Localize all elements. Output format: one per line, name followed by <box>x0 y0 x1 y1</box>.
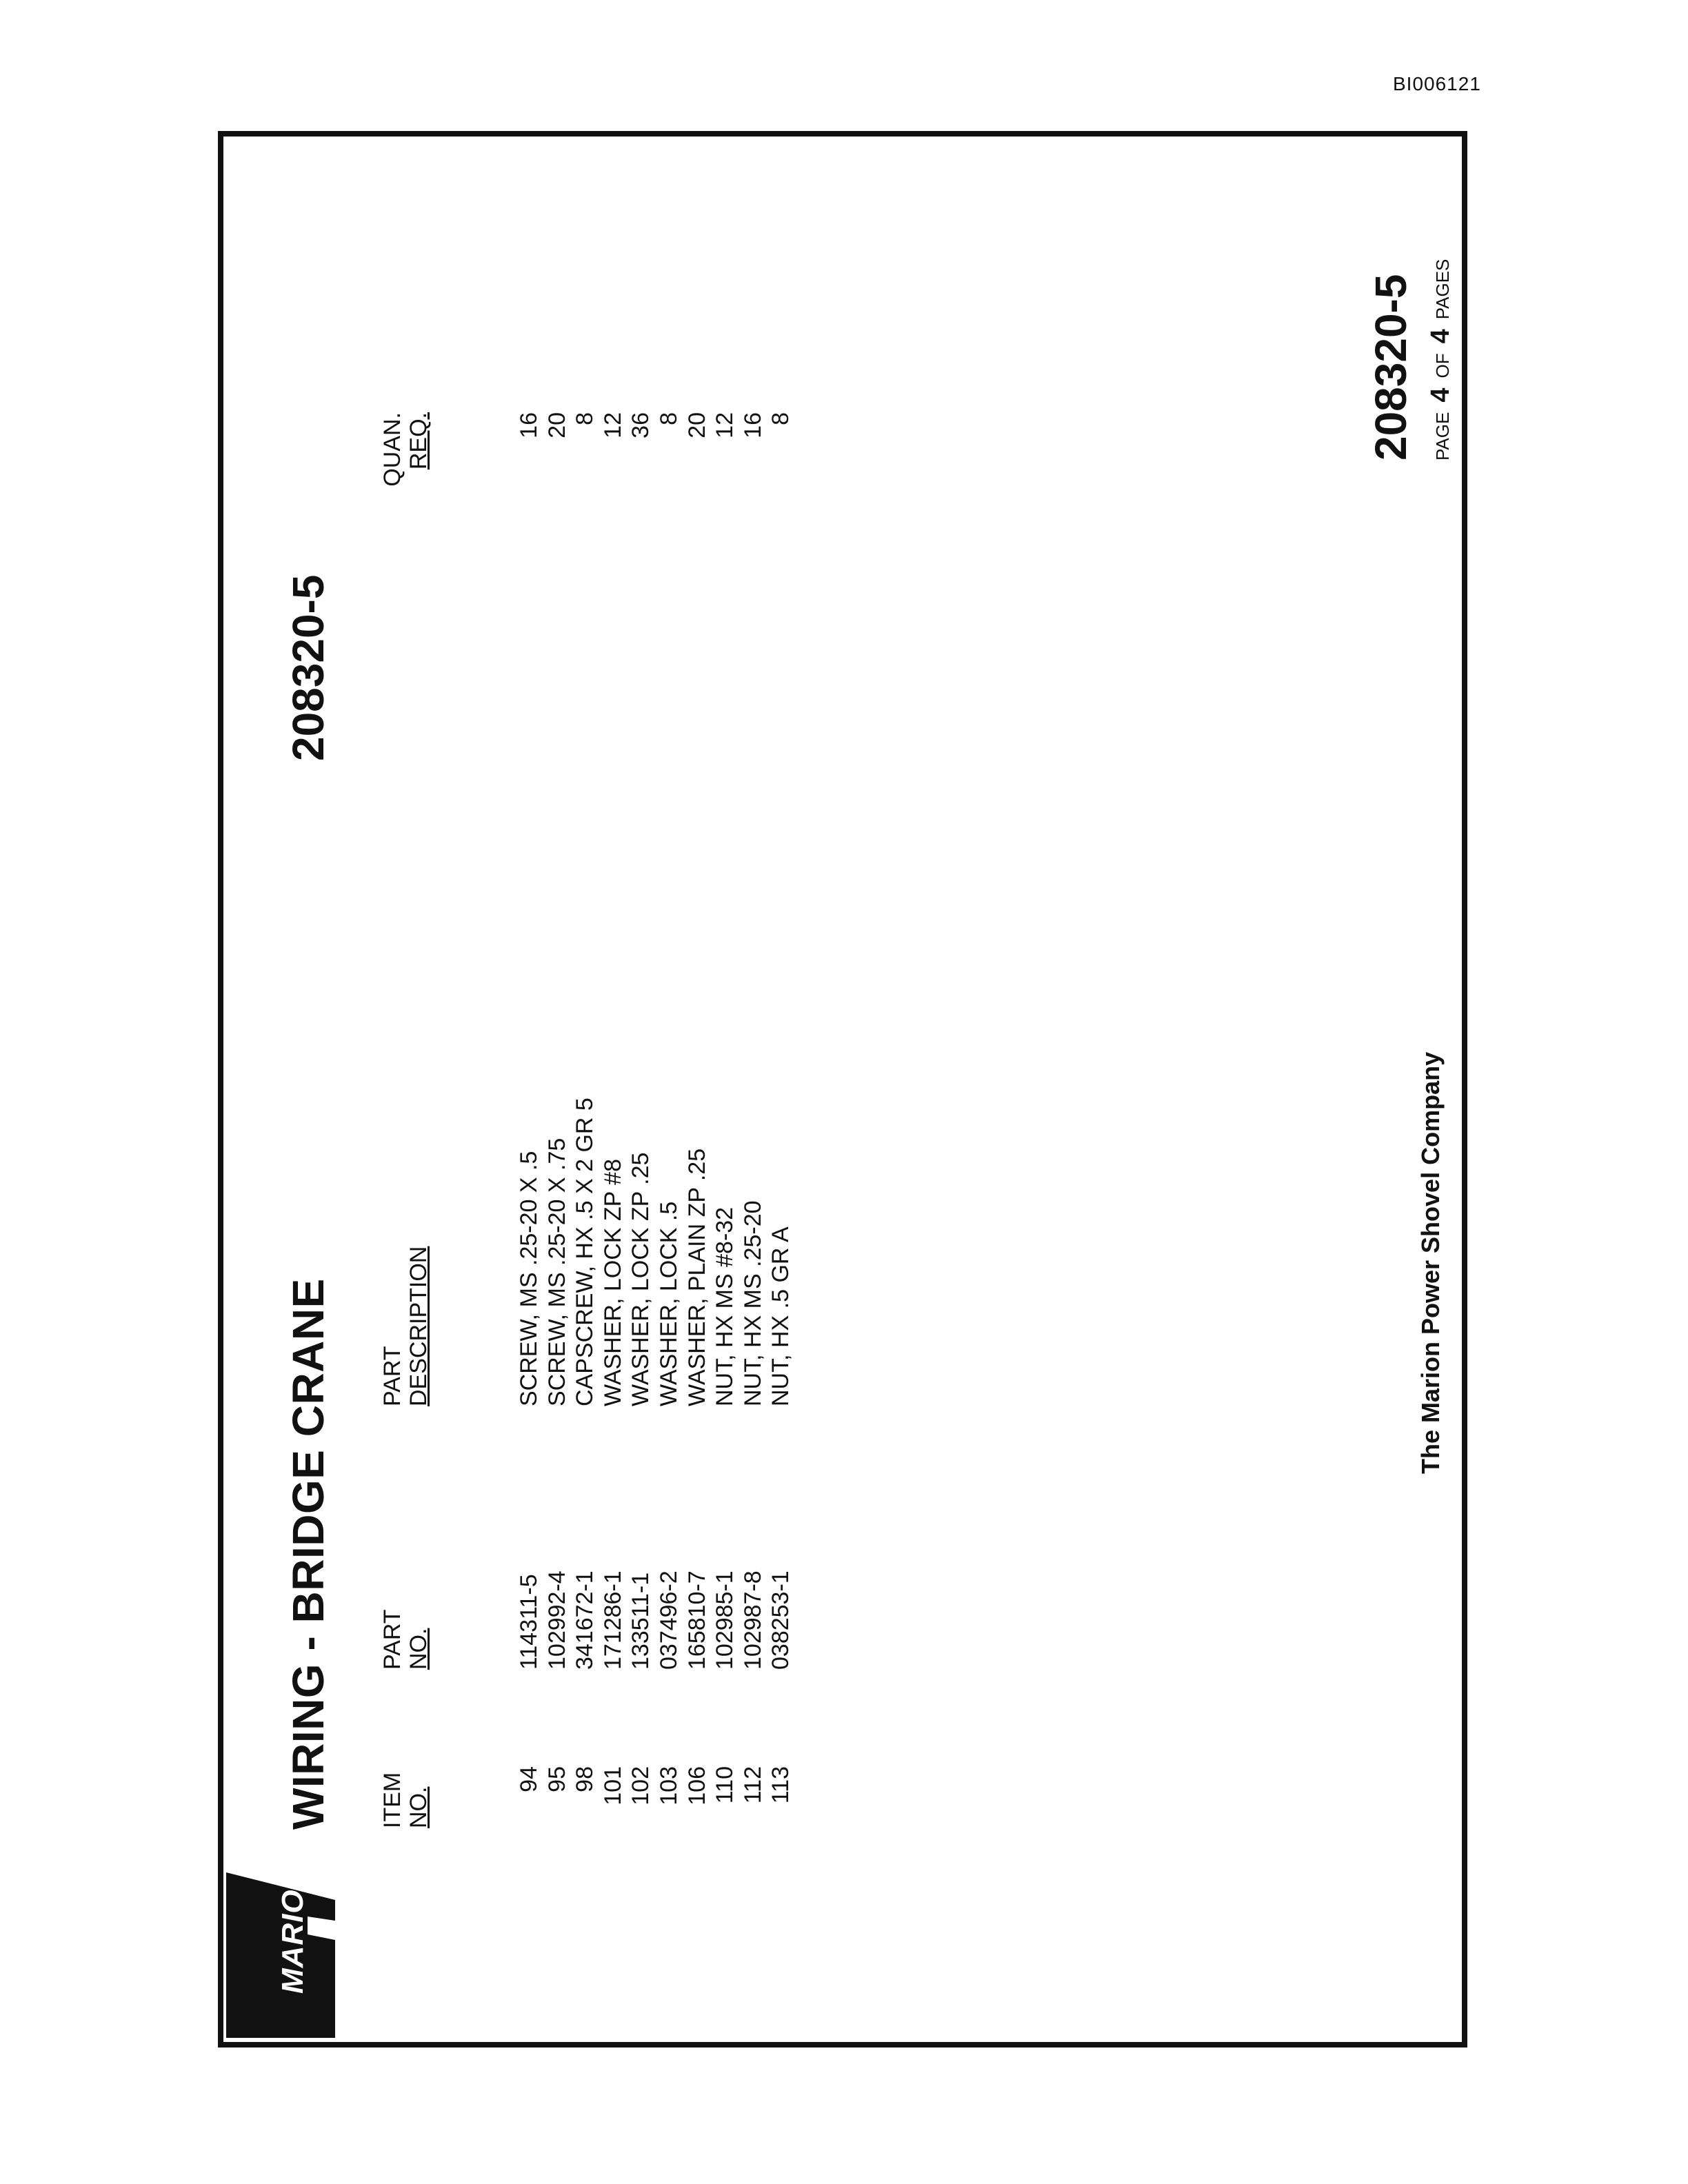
table-cell-qty: 12 <box>712 412 738 438</box>
column-part-no <box>515 1570 795 1670</box>
table-cell-part-no: 102992-4 <box>543 1570 570 1670</box>
table-cell-description: NUT, HX .5 GR A <box>767 1226 794 1406</box>
parts-list-frame <box>218 131 1467 2048</box>
header-part-no-line1: PART <box>379 1609 405 1670</box>
table-cell-description: WASHER, LOCK ZP #8 <box>599 1159 626 1406</box>
table-cell-description: WASHER, LOCK ZP .25 <box>627 1152 654 1406</box>
table-cell-qty: 8 <box>655 412 682 425</box>
table-cell-part-no: 114311-5 <box>516 1574 542 1670</box>
total-pages: 4 <box>1426 329 1455 344</box>
marion-logo <box>226 1866 335 2038</box>
table-cell-item: 103 <box>655 1766 682 1806</box>
table-cell-part-no: 133511-1 <box>627 1572 654 1670</box>
table-cell-item: 98 <box>572 1766 599 1792</box>
table-cell-description: SCREW, MS .25-20 X .75 <box>543 1138 570 1406</box>
table-cell-qty: 20 <box>543 412 570 438</box>
header-item-line1: ITEM <box>379 1772 405 1828</box>
of-label: OF <box>1432 353 1453 378</box>
table-cell-item: 112 <box>739 1766 766 1804</box>
table-cell-part-no: 341672-1 <box>572 1570 599 1670</box>
header-quantity-line2: REQ. <box>405 412 432 470</box>
header-part-no <box>379 1609 432 1670</box>
table-cell-part-no: 037496-2 <box>655 1570 682 1670</box>
header-item-line2: NO. <box>405 1786 432 1828</box>
table-cell-item: 102 <box>627 1766 654 1806</box>
table-cell-qty: 12 <box>599 412 626 438</box>
table-cell-qty: 16 <box>516 412 542 438</box>
table-cell-item: 110 <box>712 1766 738 1804</box>
table-cell-qty: 8 <box>572 412 599 425</box>
table-cell-part-no: 171286-1 <box>599 1570 626 1670</box>
table-cell-item: 95 <box>543 1766 570 1792</box>
doc-number-header: 208320-5 <box>283 574 333 761</box>
header-quantity-line1: QUAN. <box>379 412 405 487</box>
pages-label: PAGES <box>1432 259 1453 320</box>
table-cell-qty: 16 <box>739 412 766 438</box>
column-description <box>515 1098 795 1406</box>
column-item <box>515 1766 795 1828</box>
header-description-line1: PART <box>379 1346 405 1406</box>
table-cell-description: CAPSCREW, HX .5 X 2 GR 5 <box>572 1098 599 1406</box>
header-quantity <box>379 412 432 502</box>
rotated-page-content <box>223 136 1473 2053</box>
table-cell-part-no: 102985-1 <box>712 1570 738 1670</box>
table-cell-part-no: 102987-8 <box>739 1570 766 1670</box>
table-cell-part-no: 165810-7 <box>683 1570 710 1670</box>
table-cell-description: NUT, HX MS .25-20 <box>739 1200 766 1406</box>
table-cell-qty: 8 <box>767 412 794 425</box>
table-cell-part-no: 038253-1 <box>767 1570 794 1670</box>
table-cell-qty: 20 <box>683 412 710 438</box>
header-description <box>379 1246 432 1406</box>
header-description-line2: DESCRIPTION <box>405 1246 432 1406</box>
page-indicator <box>1426 259 1456 461</box>
doc-number-footer: 208320-5 <box>1366 274 1416 461</box>
page-title: WIRING - BRIDGE CRANE <box>283 1278 333 1830</box>
table-cell-description: SCREW, MS .25-20 X .5 <box>516 1151 542 1406</box>
table-cell-description: NUT, HX MS #8-32 <box>712 1206 738 1406</box>
column-quantity <box>515 412 795 502</box>
header-item <box>379 1772 432 1828</box>
page-label: PAGE <box>1432 412 1453 461</box>
table-cell-item: 101 <box>599 1766 626 1806</box>
table-cell-item: 113 <box>767 1766 794 1804</box>
company-name: The Marion Power Shovel Company <box>1416 1051 1445 1474</box>
table-cell-description: WASHER, LOCK .5 <box>655 1201 682 1406</box>
page-number: 4 <box>1426 387 1455 403</box>
table-cell-item: 106 <box>683 1766 710 1806</box>
table-cell-item: 94 <box>516 1766 542 1792</box>
document-id: BI006121 <box>1393 73 1481 94</box>
marion-logo-text: MARION <box>276 1866 310 1994</box>
table-cell-description: WASHER, PLAIN ZP .25 <box>683 1148 710 1406</box>
header-part-no-line2: NO. <box>405 1628 432 1670</box>
table-cell-qty: 36 <box>627 412 654 438</box>
